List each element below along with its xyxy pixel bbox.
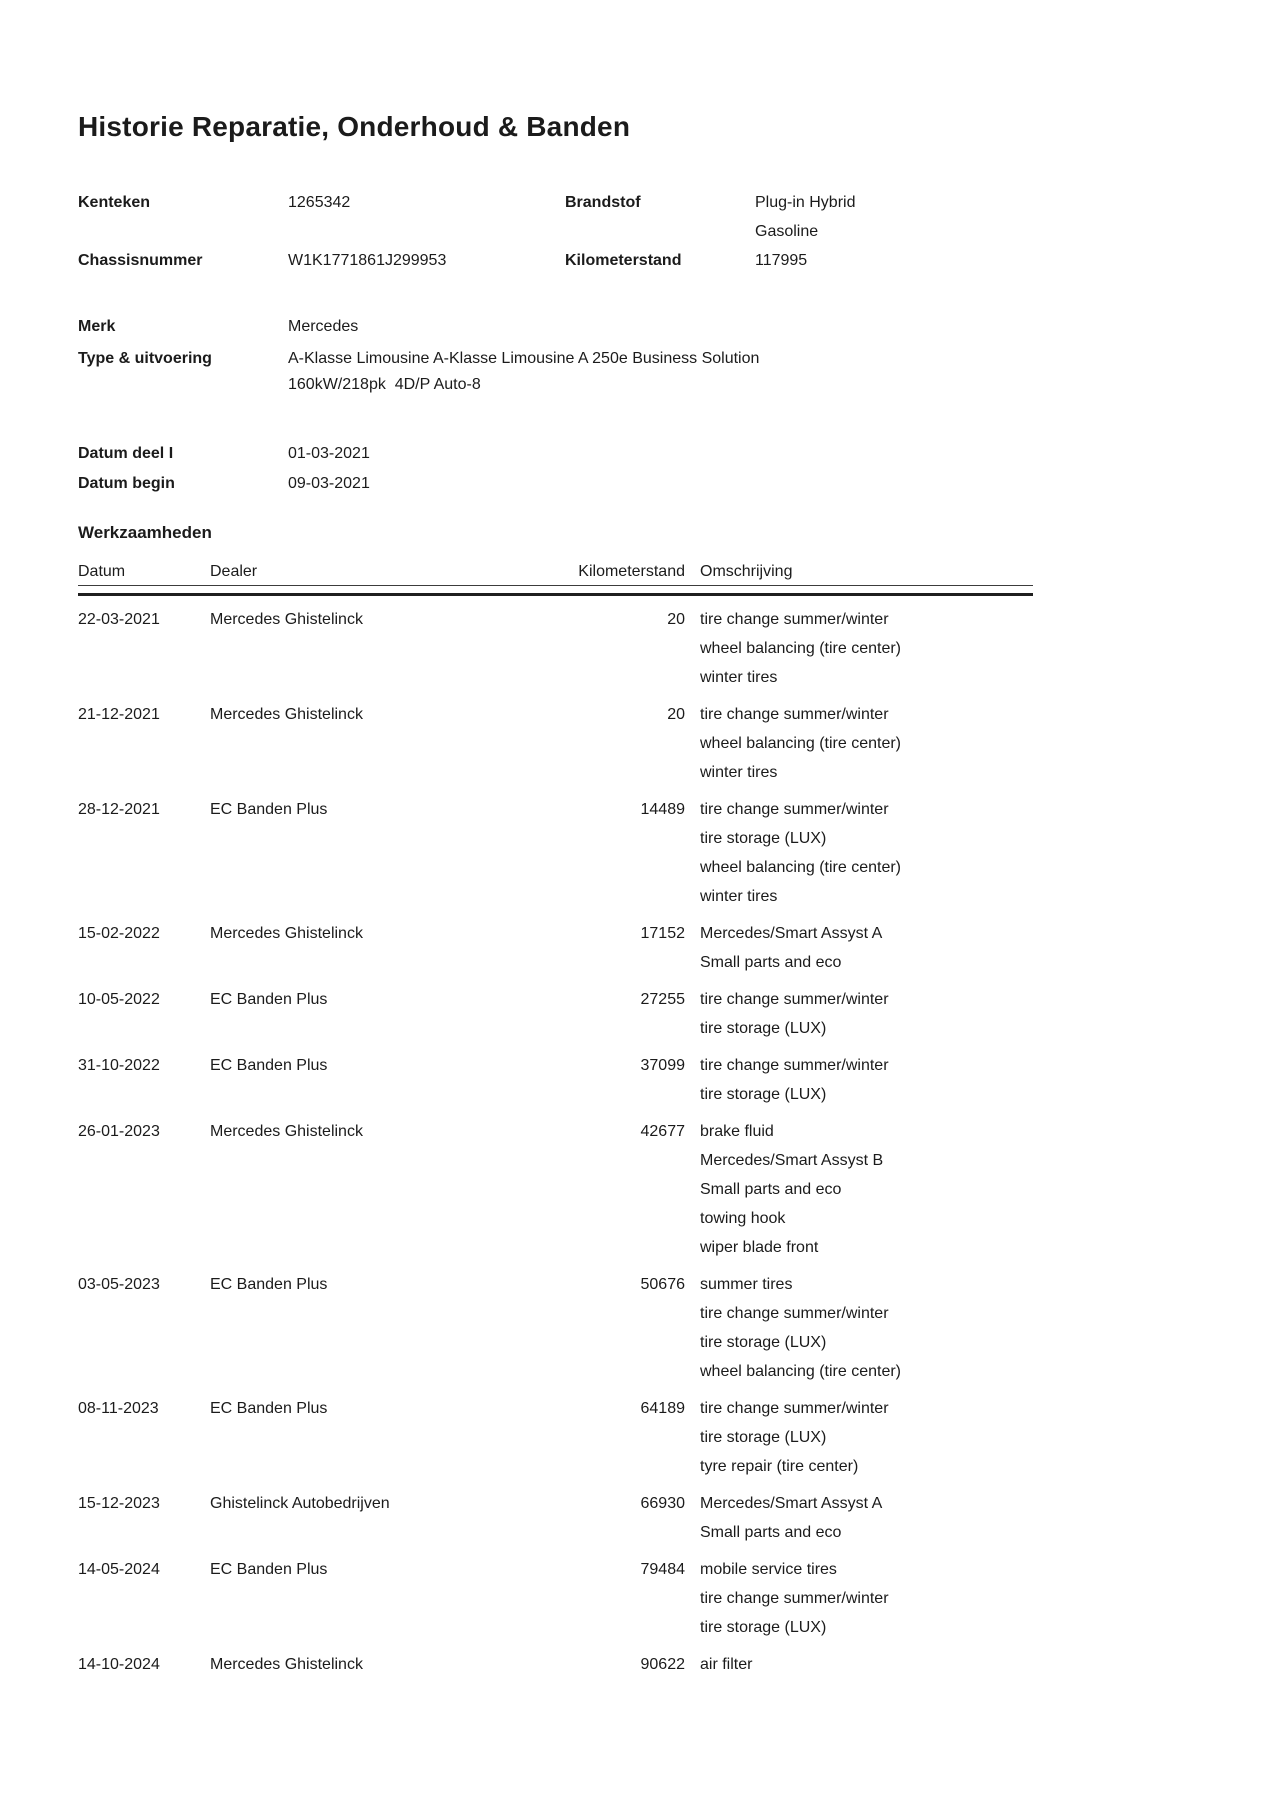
cell-dealer: Mercedes Ghistelinck: [210, 1656, 363, 1673]
cell-kilometerstand: 20: [667, 706, 685, 723]
cell-kilometerstand: 50676: [640, 1276, 685, 1293]
omschrijving-line: tyre repair (tire center): [700, 1458, 859, 1475]
cell-dealer: Mercedes Ghistelinck: [210, 1123, 363, 1140]
cell-dealer: Mercedes Ghistelinck: [210, 706, 363, 723]
work-table-header: [78, 563, 1033, 586]
cell-omschrijving: [685, 605, 1033, 692]
omschrijving-line: wheel balancing (tire center): [700, 1363, 901, 1380]
field-datum-begin-label: Datum begin: [78, 475, 175, 492]
page-title: Historie Reparatie, Onderhoud & Banden: [78, 111, 631, 142]
table-header-rule: [78, 593, 1033, 596]
omschrijving-line: wiper blade front: [700, 1239, 819, 1256]
field-datum-begin-value: 09-03-2021: [288, 475, 370, 492]
cell-omschrijving: [685, 1489, 1033, 1547]
omschrijving-line: tire change summer/winter: [700, 801, 889, 818]
table-row: [78, 1489, 1033, 1547]
field-datum-deel-i-label: Datum deel I: [78, 445, 174, 462]
field-type-uitvoering-value: A-Klasse Limousine A-Klasse Limousine A 250e Business Solution 160kW/218pk 4D/P Auto-8: [288, 350, 764, 393]
cell-datum: 08-11-2023: [78, 1400, 159, 1417]
omschrijving-line: Mercedes/Smart Assyst A: [700, 1495, 883, 1512]
table-row: [78, 985, 1033, 1043]
omschrijving-line: tire change summer/winter: [700, 991, 889, 1008]
cell-datum: 15-12-2023: [78, 1495, 160, 1512]
vehicle-type-row: [78, 344, 1202, 398]
omschrijving-line: wheel balancing (tire center): [700, 640, 901, 657]
omschrijving-line: summer tires: [700, 1276, 793, 1293]
cell-datum: 22-03-2021: [78, 611, 160, 628]
header-omschrijving: Omschrijving: [700, 563, 793, 580]
omschrijving-line: mobile service tires: [700, 1561, 837, 1578]
omschrijving-line: tire storage (LUX): [700, 830, 827, 847]
cell-kilometerstand: 66930: [640, 1495, 685, 1512]
field-merk-value: Mercedes: [288, 318, 359, 335]
cell-datum: 21-12-2021: [78, 706, 160, 723]
cell-kilometerstand: 64189: [640, 1400, 685, 1417]
field-datum-deel-i-value: 01-03-2021: [288, 445, 370, 462]
cell-dealer: EC Banden Plus: [210, 1400, 328, 1417]
vehicle-type-block: [78, 312, 1202, 341]
field-kilometerstand-label: Kilometerstand: [565, 252, 682, 269]
cell-omschrijving: [685, 795, 1033, 911]
cell-kilometerstand: 17152: [640, 925, 685, 942]
omschrijving-line: Small parts and eco: [700, 1181, 842, 1198]
omschrijving-line: brake fluid: [700, 1123, 774, 1140]
header-datum: Datum: [78, 563, 126, 580]
omschrijving-line: tire storage (LUX): [700, 1334, 827, 1351]
field-kenteken-value: 1265342: [288, 194, 351, 211]
omschrijving-line: tire change summer/winter: [700, 1305, 889, 1322]
omschrijving-line: winter tires: [700, 764, 778, 781]
omschrijving-line: winter tires: [700, 669, 778, 686]
omschrijving-line: towing hook: [700, 1210, 786, 1227]
cell-dealer: EC Banden Plus: [210, 1057, 328, 1074]
table-row: [78, 1394, 1033, 1481]
cell-datum: 10-05-2022: [78, 991, 160, 1008]
cell-omschrijving: [685, 1394, 1033, 1481]
cell-omschrijving: [685, 700, 1033, 787]
omschrijving-line: winter tires: [700, 888, 778, 905]
cell-dealer: EC Banden Plus: [210, 1276, 328, 1293]
field-kenteken-label: Kenteken: [78, 194, 151, 211]
vehicle-id-block: [78, 188, 1202, 275]
field-type-uitvoering-label: Type & uitvoering: [78, 350, 212, 367]
dates-block: [78, 439, 1202, 499]
cell-kilometerstand: 42677: [640, 1123, 685, 1140]
cell-datum: 03-05-2023: [78, 1276, 160, 1293]
omschrijving-line: Small parts and eco: [700, 1524, 842, 1541]
cell-kilometerstand: 90622: [640, 1656, 685, 1673]
cell-dealer: Ghistelinck Autobedrijven: [210, 1495, 390, 1512]
table-row: [78, 1117, 1033, 1262]
cell-omschrijving: [685, 1051, 1033, 1109]
omschrijving-line: tire change summer/winter: [700, 706, 889, 723]
omschrijving-line: tire change summer/winter: [700, 611, 889, 628]
omschrijving-line: Mercedes/Smart Assyst B: [700, 1152, 884, 1169]
cell-kilometerstand: 14489: [640, 801, 685, 818]
cell-omschrijving: [685, 1650, 1033, 1679]
omschrijving-line: tire change summer/winter: [700, 1590, 889, 1607]
cell-datum: 31-10-2022: [78, 1057, 160, 1074]
cell-dealer: EC Banden Plus: [210, 1561, 328, 1578]
omschrijving-line: tire storage (LUX): [700, 1086, 827, 1103]
cell-dealer: Mercedes Ghistelinck: [210, 925, 363, 942]
omschrijving-line: tire change summer/winter: [700, 1057, 889, 1074]
work-table: [78, 563, 1033, 1679]
cell-dealer: Mercedes Ghistelinck: [210, 611, 363, 628]
field-chassisnummer-label: Chassisnummer: [78, 252, 203, 269]
cell-kilometerstand: 79484: [640, 1561, 685, 1578]
cell-datum: 28-12-2021: [78, 801, 160, 818]
omschrijving-line: wheel balancing (tire center): [700, 735, 901, 752]
cell-kilometerstand: 27255: [640, 991, 685, 1008]
section-heading-werkzaamheden: Werkzaamheden: [78, 523, 212, 542]
cell-omschrijving: [685, 1270, 1033, 1386]
field-brandstof-value: Plug-in Hybrid Gasoline: [755, 194, 856, 240]
table-row: [78, 1051, 1033, 1109]
header-kilometerstand: Kilometerstand: [578, 563, 685, 580]
cell-omschrijving: [685, 1555, 1033, 1642]
cell-datum: 26-01-2023: [78, 1123, 160, 1140]
table-row: [78, 795, 1033, 911]
field-brandstof-label: Brandstof: [565, 194, 641, 211]
cell-omschrijving: [685, 919, 1033, 977]
omschrijving-line: air filter: [700, 1656, 753, 1673]
table-row: [78, 919, 1033, 977]
cell-datum: 15-02-2022: [78, 925, 160, 942]
cell-omschrijving: [685, 985, 1033, 1043]
field-chassisnummer-value: W1K1771861J299953: [288, 252, 447, 269]
cell-kilometerstand: 37099: [640, 1057, 685, 1074]
cell-kilometerstand: 20: [667, 611, 685, 628]
omschrijving-line: tire change summer/winter: [700, 1400, 889, 1417]
cell-omschrijving: [685, 1117, 1033, 1262]
table-row: [78, 700, 1033, 787]
field-kilometerstand-value: 117995: [755, 252, 808, 269]
table-row: [78, 1270, 1033, 1386]
omschrijving-line: wheel balancing (tire center): [700, 859, 901, 876]
omschrijving-line: Mercedes/Smart Assyst A: [700, 925, 883, 942]
table-row: [78, 605, 1033, 692]
header-dealer: Dealer: [210, 563, 258, 580]
cell-datum: 14-05-2024: [78, 1561, 160, 1578]
cell-dealer: EC Banden Plus: [210, 991, 328, 1008]
field-merk-label: Merk: [78, 318, 116, 335]
table-row: [78, 1555, 1033, 1642]
omschrijving-line: tire storage (LUX): [700, 1429, 827, 1446]
omschrijving-line: tire storage (LUX): [700, 1619, 827, 1636]
omschrijving-line: Small parts and eco: [700, 954, 842, 971]
table-row: [78, 1650, 1033, 1679]
cell-datum: 14-10-2024: [78, 1656, 160, 1673]
cell-dealer: EC Banden Plus: [210, 801, 328, 818]
work-table-body: [78, 605, 1033, 1679]
omschrijving-line: tire storage (LUX): [700, 1020, 827, 1037]
